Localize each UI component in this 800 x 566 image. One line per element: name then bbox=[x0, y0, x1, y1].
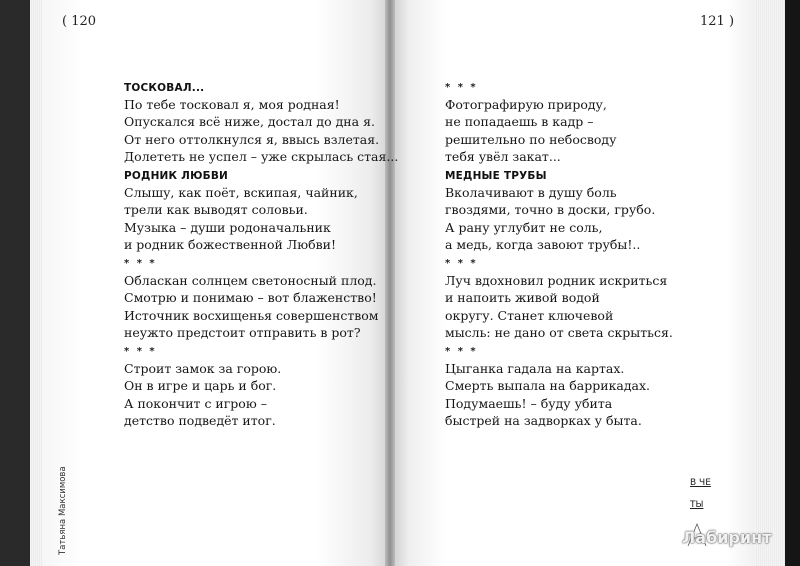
poem-toskoval bbox=[124, 80, 398, 166]
poem-line: От него оттолкнулся я, ввысь взлетая. bbox=[124, 131, 380, 147]
poem-line: детство подведёт итог. bbox=[124, 413, 276, 429]
poem-rodnik-lyubvi bbox=[124, 168, 358, 254]
poem-line: Луч вдохновил родник искриться bbox=[445, 273, 668, 288]
poem-line: округу. Станет ключевой bbox=[445, 307, 614, 323]
author-name-text: Татьяна Максимова bbox=[58, 466, 68, 555]
poem-line: Слышу, как поёт, вскипая, чайник, bbox=[124, 185, 358, 200]
poem-untitled-3 bbox=[445, 80, 616, 166]
poem-untitled-5 bbox=[445, 344, 650, 430]
poem-separator-stars: * * * bbox=[445, 258, 478, 269]
poem-title: ТОСКОВАЛ... bbox=[124, 82, 205, 94]
poem-line: Смерть выпала на баррикадах. bbox=[445, 378, 651, 394]
right-page-edges bbox=[755, 0, 785, 566]
poem-line: тебя увёл закат... bbox=[445, 149, 561, 165]
poem-line: трели как выводят соловьи. bbox=[124, 202, 308, 218]
poem-line: Смотрю и понимаю – вот блаженство! bbox=[124, 290, 377, 306]
left-page-number: ( 120 bbox=[62, 14, 97, 29]
poem-line: Обласкан солнцем светоносный плод. bbox=[124, 273, 377, 288]
poem-line: Вколачивают в душу боль bbox=[445, 185, 617, 200]
poem-separator-stars: * * * bbox=[124, 346, 157, 357]
poem-line: Музыка – души родоначальник bbox=[124, 219, 331, 235]
poem-line: решительно по небосводу bbox=[445, 131, 617, 147]
poem-line: Он в игре и царь и бог. bbox=[124, 378, 277, 394]
poem-line: А покончит с игрою – bbox=[124, 395, 267, 411]
poem-line: А рану углубит не соль, bbox=[445, 219, 603, 235]
poem-line: Опускался всё ниже, достал до дна я. bbox=[124, 114, 375, 130]
poem-line: Цыганка гадала на картах. bbox=[445, 361, 625, 376]
poem-untitled-1 bbox=[124, 256, 379, 342]
section-tab-label: В ЧЕ bbox=[690, 478, 711, 488]
poem-line: быстрей на задворках у быта. bbox=[445, 413, 642, 429]
poem-line: Подумаешь! – буду убита bbox=[445, 395, 613, 411]
poem-line: и напоить живой водой bbox=[445, 290, 600, 306]
poem-separator-stars: * * * bbox=[445, 346, 478, 357]
poem-line: гвоздями, точно в доски, грубо. bbox=[445, 202, 656, 218]
poem-line: мысль: не дано от света скрыться. bbox=[445, 325, 673, 341]
poem-separator-stars: * * * bbox=[124, 258, 157, 269]
poem-line: Фотографирую природу, bbox=[445, 97, 607, 112]
right-page-number: 121 ) bbox=[700, 14, 735, 29]
poem-untitled-4 bbox=[445, 256, 673, 342]
poem-line: Источник восхищенья совершенством bbox=[124, 307, 379, 323]
poem-line: Долететь не успел – уже скрылась стая... bbox=[124, 149, 399, 165]
section-tab bbox=[690, 478, 711, 522]
left-page-edges bbox=[30, 0, 42, 566]
poem-title: МЕДНЫЕ ТРУБЫ bbox=[445, 170, 547, 182]
watermark-text: Лабиринт bbox=[682, 528, 772, 547]
poem-line: а медь, когда завоют трубы!.. bbox=[445, 237, 641, 253]
poem-line: неужто предстоит отправить в рот? bbox=[124, 325, 361, 341]
poem-untitled-2 bbox=[124, 344, 281, 430]
poem-line: не попадаешь в кадр – bbox=[445, 114, 594, 130]
poem-mednye-truby bbox=[445, 168, 655, 254]
poem-separator-stars: * * * bbox=[445, 82, 478, 93]
poem-title: РОДНИК ЛЮБВИ bbox=[124, 170, 229, 182]
author-name bbox=[58, 465, 70, 555]
poem-line: и родник божественной Любви! bbox=[124, 237, 336, 253]
poem-line: Строит замок за горою. bbox=[124, 361, 282, 376]
poem-line: По тебе тосковал я, моя родная! bbox=[124, 97, 340, 112]
section-tab-label: ТЫ bbox=[690, 500, 704, 510]
